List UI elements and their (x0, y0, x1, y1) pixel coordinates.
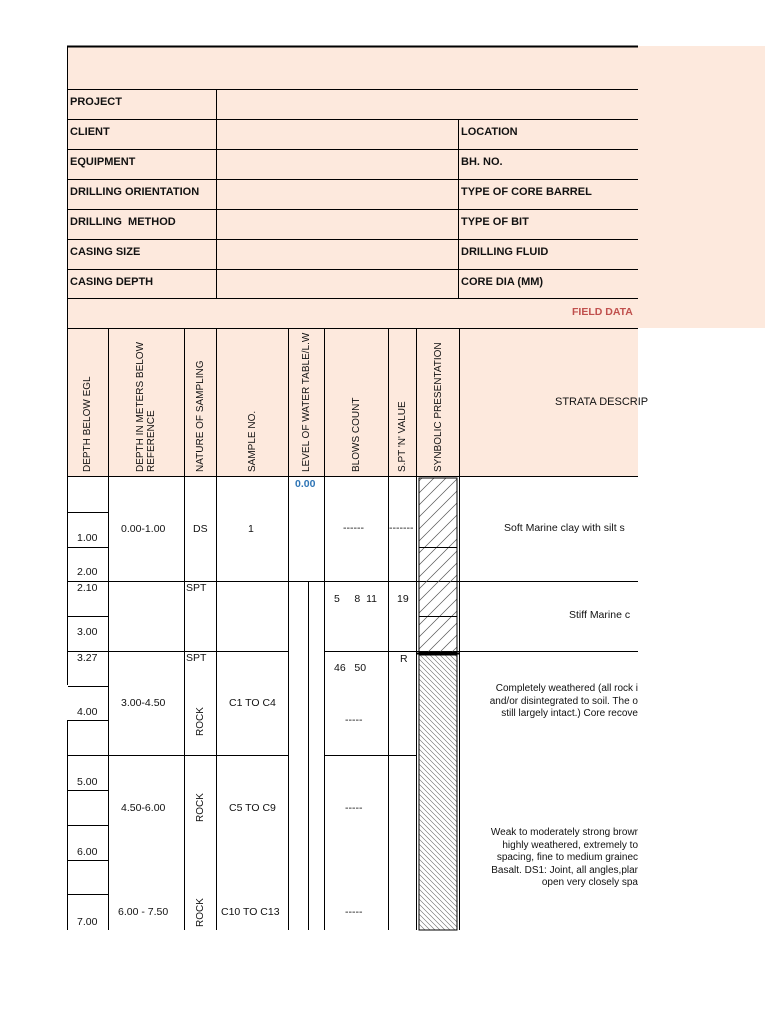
depth-mark: 4.00 (77, 706, 98, 718)
sample-no: C1 TO C4 (229, 697, 276, 709)
sample-no: 1 (248, 523, 254, 535)
label-core-dia: CORE DIA (MM) (461, 276, 544, 288)
spt-n-value: 19 (397, 593, 409, 605)
depth-range: 3.00-4.50 (121, 697, 166, 709)
strata-description (464, 827, 638, 890)
depth-mark: 2.00 (77, 566, 98, 578)
depth-range: 0.00-1.00 (121, 523, 166, 535)
label-location: LOCATION (461, 126, 518, 138)
depth-mark: 2.10 (77, 582, 98, 594)
spt-n-value: R (400, 653, 408, 665)
blows-count: 46 50 (334, 662, 367, 674)
label-casing-depth: CASING DEPTH (70, 276, 154, 288)
strata-description: Soft Marine clay with silt s (504, 522, 625, 534)
depth-mark: 3.27 (77, 652, 98, 664)
label-drilling-orientation: DRILLING ORIENTATION (70, 186, 200, 198)
col-water-table: LEVEL OF WATER TABLE/L.W (301, 332, 312, 472)
label-type-of-bit: TYPE OF BIT (461, 216, 529, 228)
sampling-nature: SPT (186, 652, 207, 664)
sampling-nature: ROCK (195, 707, 206, 736)
symbolic-column (416, 478, 459, 930)
label-bh-no: BH. NO. (461, 156, 503, 168)
label-client: CLIENT (70, 126, 110, 138)
blows-count: 5 8 11 (334, 593, 377, 605)
depth-mark: 7.00 (77, 916, 98, 928)
col-spt-n: S.PT 'N' VALUE (397, 401, 408, 472)
label-casing-size: CASING SIZE (70, 246, 141, 258)
strata-description (464, 683, 638, 721)
strata-line: and/or disintegrated to soil. The o (489, 695, 638, 707)
depth-range: 6.00 - 7.50 (118, 906, 169, 918)
depth-range: 4.50-6.00 (121, 802, 166, 814)
blows-count: ----- (345, 906, 363, 918)
sampling-nature: ROCK (195, 793, 206, 822)
strata-description: Stiff Marine c (569, 609, 631, 621)
depth-mark: 5.00 (77, 776, 98, 788)
label-project: PROJECT (70, 96, 122, 108)
strata-line: spacing, fine to medium grainec (496, 852, 638, 863)
blows-count: ----- (345, 714, 363, 726)
sample-no: C5 TO C9 (229, 802, 276, 814)
field-data-heading: FIELD DATA (572, 306, 633, 318)
label-core-barrel: TYPE OF CORE BARREL (461, 186, 592, 198)
strata-line: Weak to moderately strong browr (490, 827, 638, 838)
spt-n-value: ------- (389, 522, 414, 534)
col-depth-egl: DEPTH BELOW EGL (82, 376, 93, 472)
col-nature-sampling: NATURE OF SAMPLING (195, 360, 206, 472)
sampling-nature: DS (193, 523, 208, 535)
sample-no: C10 TO C13 (221, 906, 280, 918)
strata-line: Completely weathered (all rock i (495, 683, 638, 694)
col-strata-description: STRATA DESCRIP (555, 396, 649, 408)
depth-mark: 6.00 (77, 846, 98, 858)
blows-count: ----- (345, 802, 363, 814)
label-drilling-method: DRILLING METHOD (70, 216, 176, 228)
label-equipment: EQUIPMENT (70, 156, 136, 168)
col-sample-no: SAMPLE NO. (247, 410, 258, 472)
sampling-nature: SPT (186, 582, 207, 594)
strata-line: open very closely spa (541, 877, 638, 888)
col-blows-count: BLOWS COUNT (351, 397, 362, 472)
strata-line: still largely intact.) Core recove (501, 708, 638, 719)
depth-mark: 1.00 (77, 532, 98, 544)
depth-mark: 3.00 (77, 626, 98, 638)
col-depth-ref: DEPTH IN METERS BELOW REFERENCE (135, 341, 157, 472)
strata-line: Basalt. DS1: Joint, all angles,plar (491, 864, 638, 876)
label-drilling-fluid: DRILLING FLUID (461, 246, 549, 258)
blows-count: ------ (343, 522, 364, 534)
water-level-value: 0.00 (295, 478, 316, 490)
sampling-nature: ROCK (195, 898, 206, 927)
strata-line: highly weathered, extremely to (502, 839, 638, 851)
col-symbolic: SYNBOLIC PRESENTATION (433, 342, 444, 472)
